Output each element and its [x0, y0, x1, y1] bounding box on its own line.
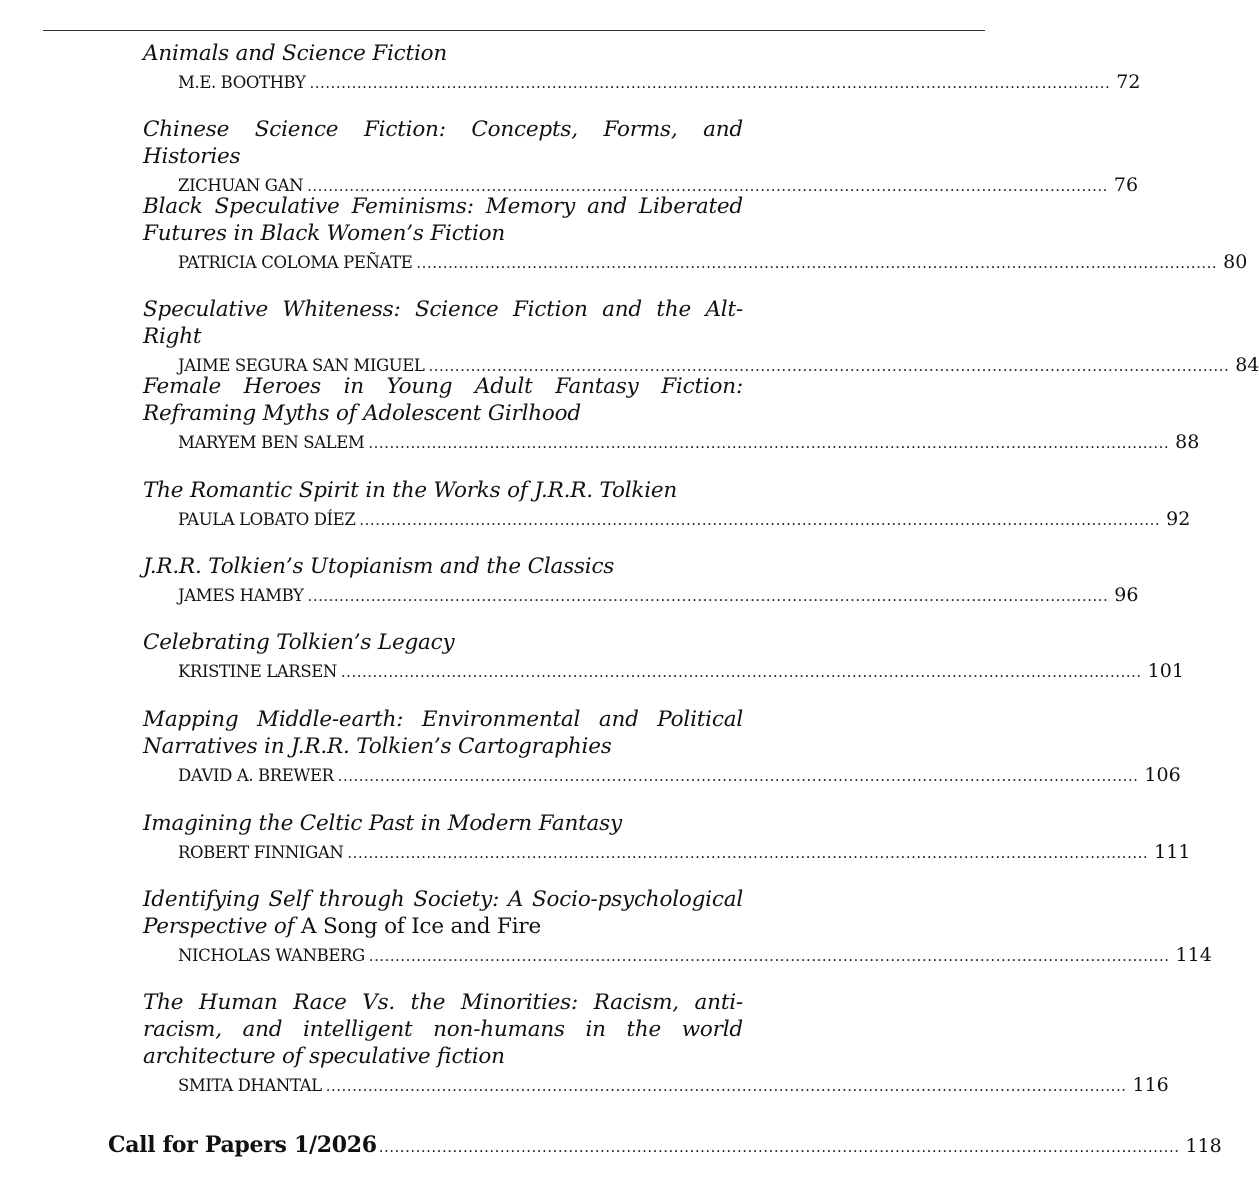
- author-name: PATRICIA COLOMA PEÑATE: [178, 253, 413, 272]
- dot-leader: ........................................................................................................................................................: [368, 947, 1170, 965]
- toc-entry[interactable]: [143, 629, 1184, 685]
- book-title: A Song of Ice and Fire: [301, 914, 541, 939]
- page-number: 106: [1144, 764, 1181, 786]
- article-title: Chinese Science Fiction: Concepts, Forms, and Histories: [143, 117, 743, 169]
- article-title: J.R.R. Tolkien’s Utopianism and the Classics: [143, 554, 615, 579]
- dot-leader: ........................................................................................................................................................: [307, 177, 1108, 195]
- page-number: 72: [1116, 71, 1141, 93]
- author-name: SMITA DHANTAL: [178, 1076, 322, 1095]
- article-title-italic: Identifying Self through Society: A Socio-psychological Perspective of: [143, 887, 743, 939]
- byline: [178, 505, 1191, 533]
- dot-leader: ........................................................................................................................................................: [428, 357, 1230, 375]
- page-number: 116: [1132, 1074, 1169, 1096]
- dot-leader: ........................................................................................................................................................: [307, 587, 1109, 605]
- page-number: 76: [1113, 174, 1139, 196]
- article-title: Mapping Middle-earth: Environmental and Political Narratives in J.R.R. Tolkien’s Cartographies: [143, 707, 743, 759]
- toc-entry[interactable]: [143, 296, 1259, 379]
- toc-entry[interactable]: [143, 193, 1248, 276]
- call-for-papers-label: Call for Papers 1/2026: [108, 1132, 377, 1158]
- author-name: MARYEM BEN SALEM: [178, 433, 365, 452]
- byline: [178, 838, 1191, 866]
- article-title: The Romantic Spirit in the Works of J.R.R. Tolkien: [143, 478, 678, 503]
- dot-leader: ........................................................................................................................................................: [337, 767, 1139, 785]
- page-number: 114: [1175, 944, 1212, 966]
- dot-leader: ........................................................................................................................................................: [325, 1077, 1127, 1095]
- article-title: Imagining the Celtic Past in Modern Fantasy: [143, 811, 622, 836]
- article-title: Animals and Science Fiction: [143, 41, 448, 66]
- byline: [178, 248, 1248, 276]
- page-number: 80: [1223, 251, 1248, 273]
- article-title: Female Heroes in Young Adult Fantasy Fiction: Reframing Myths of Adolescent Girlhood: [143, 374, 743, 426]
- author-name: JAIME SEGURA SAN MIGUEL: [178, 356, 425, 375]
- toc-entry[interactable]: [143, 373, 1200, 456]
- page-number: 84: [1235, 354, 1259, 376]
- article-title: Black Speculative Feminisms: Memory and Liberated Futures in Black Women’s Fiction: [143, 194, 743, 246]
- dot-leader: ........................................................................................................................................................: [359, 511, 1161, 529]
- byline: [178, 428, 1200, 456]
- page-number: 88: [1175, 431, 1200, 453]
- author-name: NICHOLAS WANBERG: [178, 946, 365, 965]
- author-name: JAMES HAMBY: [178, 586, 304, 605]
- page-number: 96: [1114, 584, 1139, 606]
- page-number: 92: [1166, 508, 1191, 530]
- toc-entry[interactable]: [143, 810, 1191, 866]
- dot-leader: ........................................................................................................................................................: [416, 254, 1218, 272]
- toc-entry[interactable]: [143, 40, 1141, 96]
- byline: [178, 68, 1141, 96]
- page-number: 118: [1185, 1135, 1222, 1157]
- author-name: KRISTINE LARSEN: [178, 662, 337, 681]
- page-number: 101: [1147, 660, 1184, 682]
- author-name: M.E. BOOTHBY: [178, 73, 306, 92]
- dot-leader: ........................................................................................................................................................: [347, 844, 1149, 862]
- byline: [178, 941, 1212, 969]
- toc-entry[interactable]: [143, 553, 1139, 609]
- page-number: 111: [1154, 841, 1191, 863]
- article-title: The Human Race Vs. the Minorities: Racism, anti-racism, and intelligent non-humans in the world architecture of speculative fiction: [143, 990, 743, 1069]
- dot-leader: ........................................................................................................................................................: [378, 1138, 1180, 1156]
- toc-entry[interactable]: [143, 706, 1181, 789]
- author-name: PAULA LOBATO DÍEZ: [178, 510, 356, 529]
- author-name: ROBERT FINNIGAN: [178, 843, 344, 862]
- author-name: DAVID A. BREWER: [178, 766, 334, 785]
- author-name: ZICHUAN GAN: [178, 176, 304, 195]
- article-title: Speculative Whiteness: Science Fiction and the Alt-Right: [143, 297, 743, 349]
- article-title: Celebrating Tolkien’s Legacy: [143, 630, 455, 655]
- dot-leader: ........................................................................................................................................................: [340, 663, 1142, 681]
- byline: [178, 581, 1139, 609]
- byline: [178, 657, 1184, 685]
- byline: [178, 761, 1181, 789]
- article-title: [143, 886, 743, 940]
- dot-leader: ........................................................................................................................................................: [309, 74, 1111, 92]
- toc-entry[interactable]: [143, 477, 1191, 533]
- byline: [178, 1071, 1169, 1099]
- toc-entry[interactable]: [143, 886, 1212, 969]
- toc-entry[interactable]: [143, 116, 1139, 199]
- toc-entry[interactable]: [143, 989, 1169, 1099]
- call-for-papers-entry[interactable]: [108, 1128, 1222, 1162]
- dot-leader: ........................................................................................................................................................: [368, 434, 1170, 452]
